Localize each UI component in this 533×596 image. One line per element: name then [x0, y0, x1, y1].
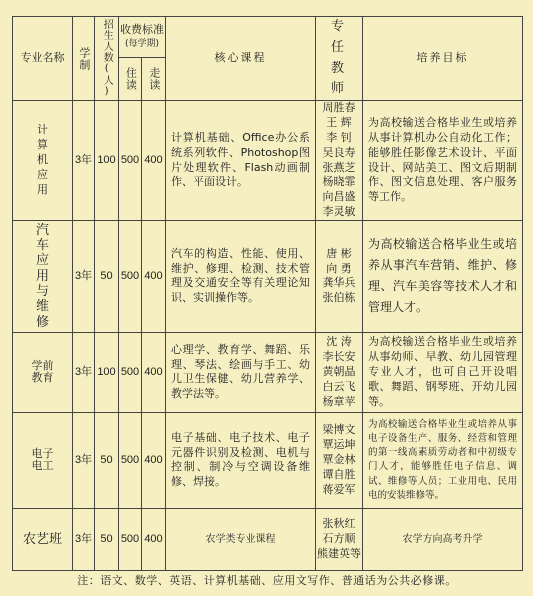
- goal-text: 农学方向高考升学: [363, 508, 523, 570]
- teacher-list: 张秋红 石方顺 熊建英等: [316, 508, 363, 570]
- table-row: [13, 220, 523, 332]
- table-row: [13, 332, 523, 412]
- fee-day-value: 400: [142, 101, 166, 221]
- teacher-list: 周胜春 王 辉 李 钊 吴良寿 张燕芝 杨晓霏 向昌盛 李灵敏: [316, 101, 363, 221]
- system-value: 3年: [73, 220, 95, 332]
- goal-text: 为高校输送合格毕业生或培养从事电子设备生产、服务、经营和管理的第一线高素质劳动者和中初级专门人才，能够胜任电子信息、调试、维修等人员；工业用电、民用电的安装维修等。: [363, 412, 523, 508]
- major-name: 农艺班: [13, 508, 73, 570]
- header-courses: 核心课程: [166, 17, 316, 101]
- header-goal: 培养目标: [363, 17, 523, 101]
- goal-text: 为高校输送合格毕业生或培养从事汽车营销、维护、修理、汽车美容等技术人才和管理人才。: [363, 220, 523, 332]
- system-value: 3年: [73, 332, 95, 412]
- header-system-cell: [73, 17, 95, 101]
- fee-board-value: 500: [119, 508, 142, 570]
- table-row: [13, 508, 523, 570]
- header-major: 专业名称: [13, 17, 73, 101]
- enroll-value: 50: [95, 508, 119, 570]
- goal-text: 为高校输送合格毕业生或培养从事幼师、早教、幼儿园管理专业人才，也可自己开设唱歌、舞蹈、钢琴班、开幼儿园等。: [363, 332, 523, 412]
- major-name: 电子 电工: [13, 412, 73, 508]
- header-fee-board: 住读: [124, 66, 138, 91]
- fee-board-value: 500: [119, 101, 142, 221]
- goal-text: 为高校输送合格毕业生或培养从事计算机办公自动化工作；能够胜任影像艺术设计、平面设计、网站美工、图文后期制作、图文信息处理、客户服务等工作。: [363, 101, 523, 221]
- header-fee: [119, 17, 166, 58]
- enroll-value: 50: [95, 220, 119, 332]
- system-value: 3年: [73, 412, 95, 508]
- course-text: 农学类专业课程: [166, 508, 316, 570]
- course-text: 汽车的构造、性能、使用、维护、修理、检测、技术管理及交通安全等有关理论知识、实训操作等。: [166, 220, 316, 332]
- enroll-value: 100: [95, 332, 119, 412]
- header-teachers: 专任教师: [330, 19, 347, 97]
- header-enroll: 招生人数(人): [101, 19, 113, 99]
- header-row: [13, 17, 523, 58]
- fee-board-value: 500: [119, 332, 142, 412]
- fee-day-value: 400: [142, 220, 166, 332]
- teacher-list: 沈 涛 李长安 黄朝晶 白云飞 杨章苹: [316, 332, 363, 412]
- header-system: 学制: [77, 46, 91, 71]
- major-name: 计 算 机 应 用: [13, 101, 73, 221]
- teacher-list: 梁博文 覃运坤 覃金林 谭自胜 蒋爱军: [316, 412, 363, 508]
- header-fee-day-cell: [142, 57, 166, 101]
- footnote: 注：语文、数学、英语、计算机基础、应用文写作、普通话为公共必修课。: [77, 574, 457, 587]
- enroll-value: 100: [95, 101, 119, 221]
- fee-board-value: 500: [119, 412, 142, 508]
- header-fee-board-cell: [119, 57, 142, 101]
- table-row: [13, 101, 523, 221]
- major-table: [12, 16, 523, 571]
- system-value: 3年: [73, 101, 95, 221]
- major-name: 汽 车 应 用 与 维 修: [13, 220, 73, 332]
- course-text: 电子基础、电子技术、电子元器件识别及检测、电机与控制、制冷与空调设备维修、焊接。: [166, 412, 316, 508]
- header-fee-day: 走读: [147, 66, 161, 91]
- fee-board-value: 500: [119, 220, 142, 332]
- major-name: 学前 教育: [13, 332, 73, 412]
- course-text: 计算机基础、Office办公系统系列软件、Photoshop图片处理软件、Flash动画制作、平面设计。: [166, 101, 316, 221]
- teacher-list: 唐 彬 向 勇 龚华兵 张伯栋: [316, 220, 363, 332]
- header-teachers-cell: [316, 17, 363, 101]
- table-row: [13, 412, 523, 508]
- header-fee-title: 收费标准: [120, 23, 164, 37]
- header-enroll-cell: [95, 17, 119, 101]
- enroll-value: 50: [95, 412, 119, 508]
- course-text: 心理学、教育学、舞蹈、乐理、琴法、绘画与手工、幼儿卫生保健、幼儿营养学、教学法等。: [166, 332, 316, 412]
- header-fee-unit: (每学期): [124, 39, 160, 50]
- fee-day-value: 400: [142, 412, 166, 508]
- fee-day-value: 400: [142, 508, 166, 570]
- fee-day-value: 400: [142, 332, 166, 412]
- system-value: 3年: [73, 508, 95, 570]
